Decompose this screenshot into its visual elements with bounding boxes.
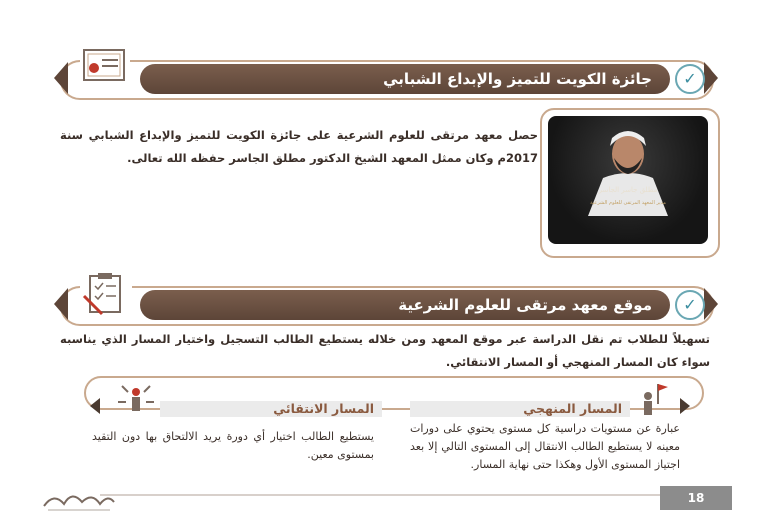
- check-icon: ✓: [675, 64, 705, 94]
- curricular-path-body: عبارة عن مستويات دراسية كل مستوى يحتوي على دورات معينه لا يستطيع الطالب الانتقال إلى المستوى التالي إلا بعد اجتياز المستوى الأول وهكذا حتى نهاية المسار.: [410, 422, 680, 471]
- selective-path-title: المسار الانتقائي: [160, 401, 382, 417]
- person-photo: [548, 116, 708, 244]
- arrows-person-icon: [116, 380, 156, 420]
- certificate-icon: [80, 46, 130, 86]
- section2-left-chevron: [54, 288, 68, 320]
- check-icon: ✓: [675, 290, 705, 320]
- flag-person-icon: [634, 380, 674, 420]
- organization-logo: [40, 484, 118, 514]
- section1-right-chevron: [704, 62, 718, 94]
- curricular-path-title: المسار المنهجي: [410, 401, 630, 417]
- section1-left-chevron: [54, 62, 68, 94]
- section2-right-chevron: [704, 288, 718, 320]
- footer-divider: [100, 494, 660, 496]
- page-number: 18: [660, 486, 732, 510]
- section1-title: جائزة الكويت للتميز والإبداع الشبابي: [140, 64, 670, 94]
- paths-left-chevron: [90, 398, 100, 414]
- selective-path-body: يستطيع الطالب اختيار أي دورة يريد الالتحاق بها دون التقيد بمستوى معين.: [92, 430, 374, 461]
- photo-name: مطلق جاسر الجاسر: [598, 186, 658, 194]
- clipboard-icon: [80, 272, 132, 316]
- paths-right-chevron: [680, 398, 690, 414]
- section1-body: حصل معهد مرتقى للعلوم الشرعية على جائزة الكويت للتميز والإبداع الشبابي سنة 2017م وكان ممثل المعهد الشيخ الدكتور مطلق الجاسر حفظه الله تعالى.: [60, 128, 538, 165]
- section2-title: موقع معهد مرتقى للعلوم الشرعية: [140, 290, 670, 320]
- section2-body: تسهيلاً للطلاب تم نقل الدراسة عبر موقع المعهد ومن خلاله يستطيع الطالب التسجيل واختيار المسار الذي يناسبه سواء كان المسار المنهجي أو المسار الانتقائي.: [60, 332, 710, 369]
- photo-caption: مدير المعهد المرتقى للعلوم الشرعية: [590, 200, 666, 206]
